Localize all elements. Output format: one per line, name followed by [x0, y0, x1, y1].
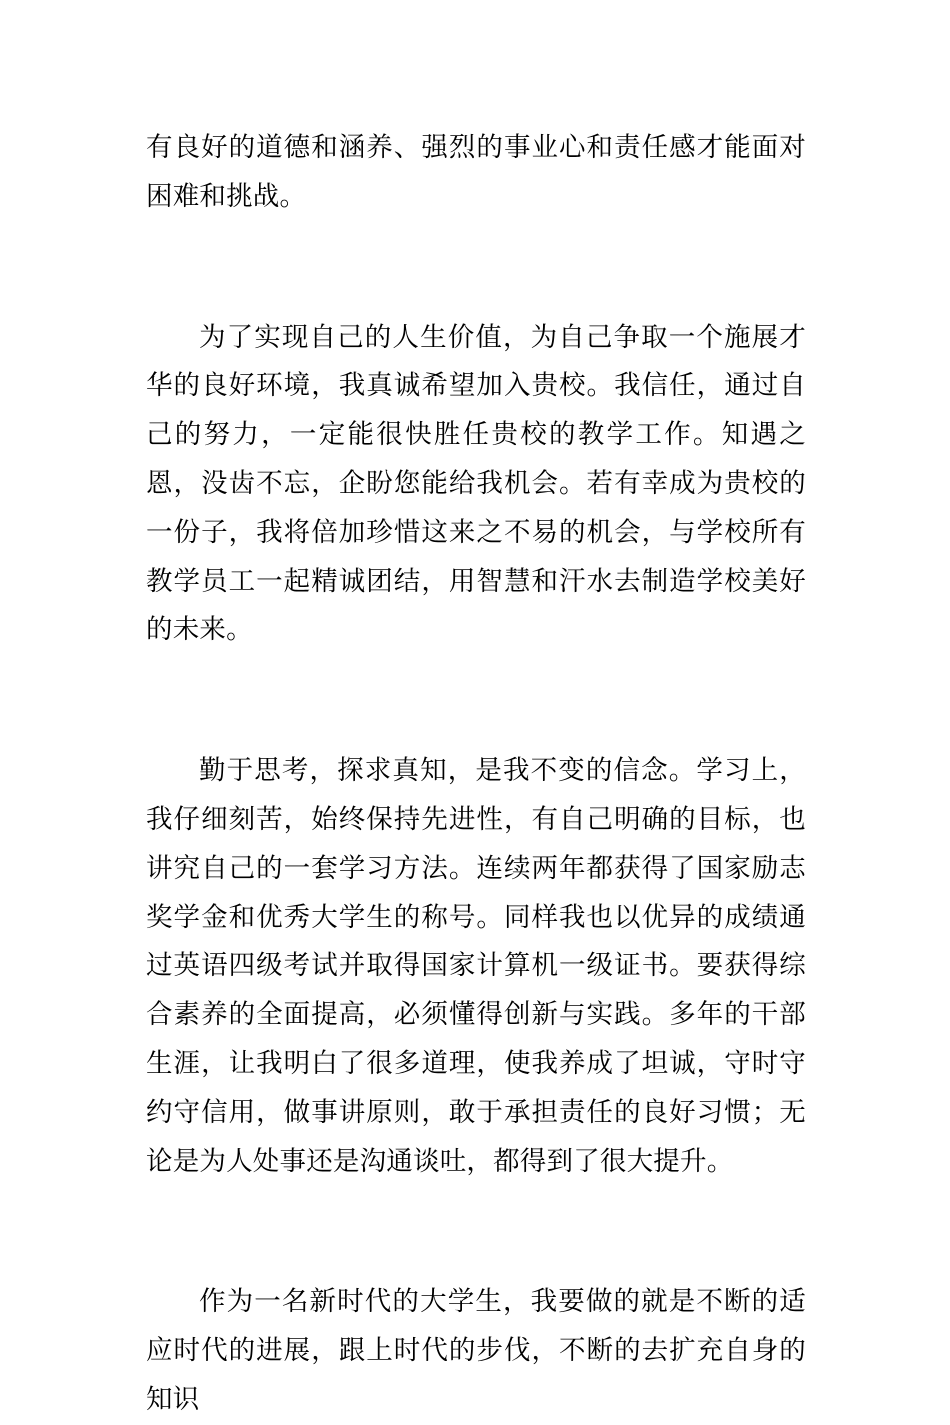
- paragraph-career-goal: 为了实现自己的人生价值，为自己争取一个施展才华的良好环境，我真诚希望加入贵校。我信任，通过自己的努力，一定能很快胜任贵校的教学工作。知遇之恩，没齿不忘，企盼您能给我机会。若有幸成为贵校的一份子，我将倍加珍惜这来之不易的机会，与学校所有教学员工一起精诚团结，用智慧和汗水去制造学校美好的未来。: [146, 321, 806, 646]
- paragraph-continuation: 有良好的道德和涵养、强烈的事业心和责任感才能面对困难和挑战。: [146, 132, 806, 212]
- document-page: [146, 124, 806, 1425]
- paragraph-new-era-student: 作为一名新时代的大学生，我要做的就是不断的适应时代的进展，跟上时代的步伐，不断的去扩充自身的知识: [146, 1286, 806, 1415]
- paragraph-study-experience: 勤于思考，探求真知，是我不变的信念。学习上，我仔细刻苦，始终保持先进性，有自己明确的目标，也讲究自己的一套学习方法。连续两年都获得了国家励志奖学金和优秀大学生的称号。同样我也以优异的成绩通过英语四级考试并取得国家计算机一级证书。要获得综合素养的全面提高，必须懂得创新与实践。多年的干部生涯，让我明白了很多道理，使我养成了坦诚，守时守约守信用，做事讲原则，敢于承担责任的良好习惯；无论是为人处事还是沟通谈吐，都得到了很大提升。: [146, 755, 806, 1177]
